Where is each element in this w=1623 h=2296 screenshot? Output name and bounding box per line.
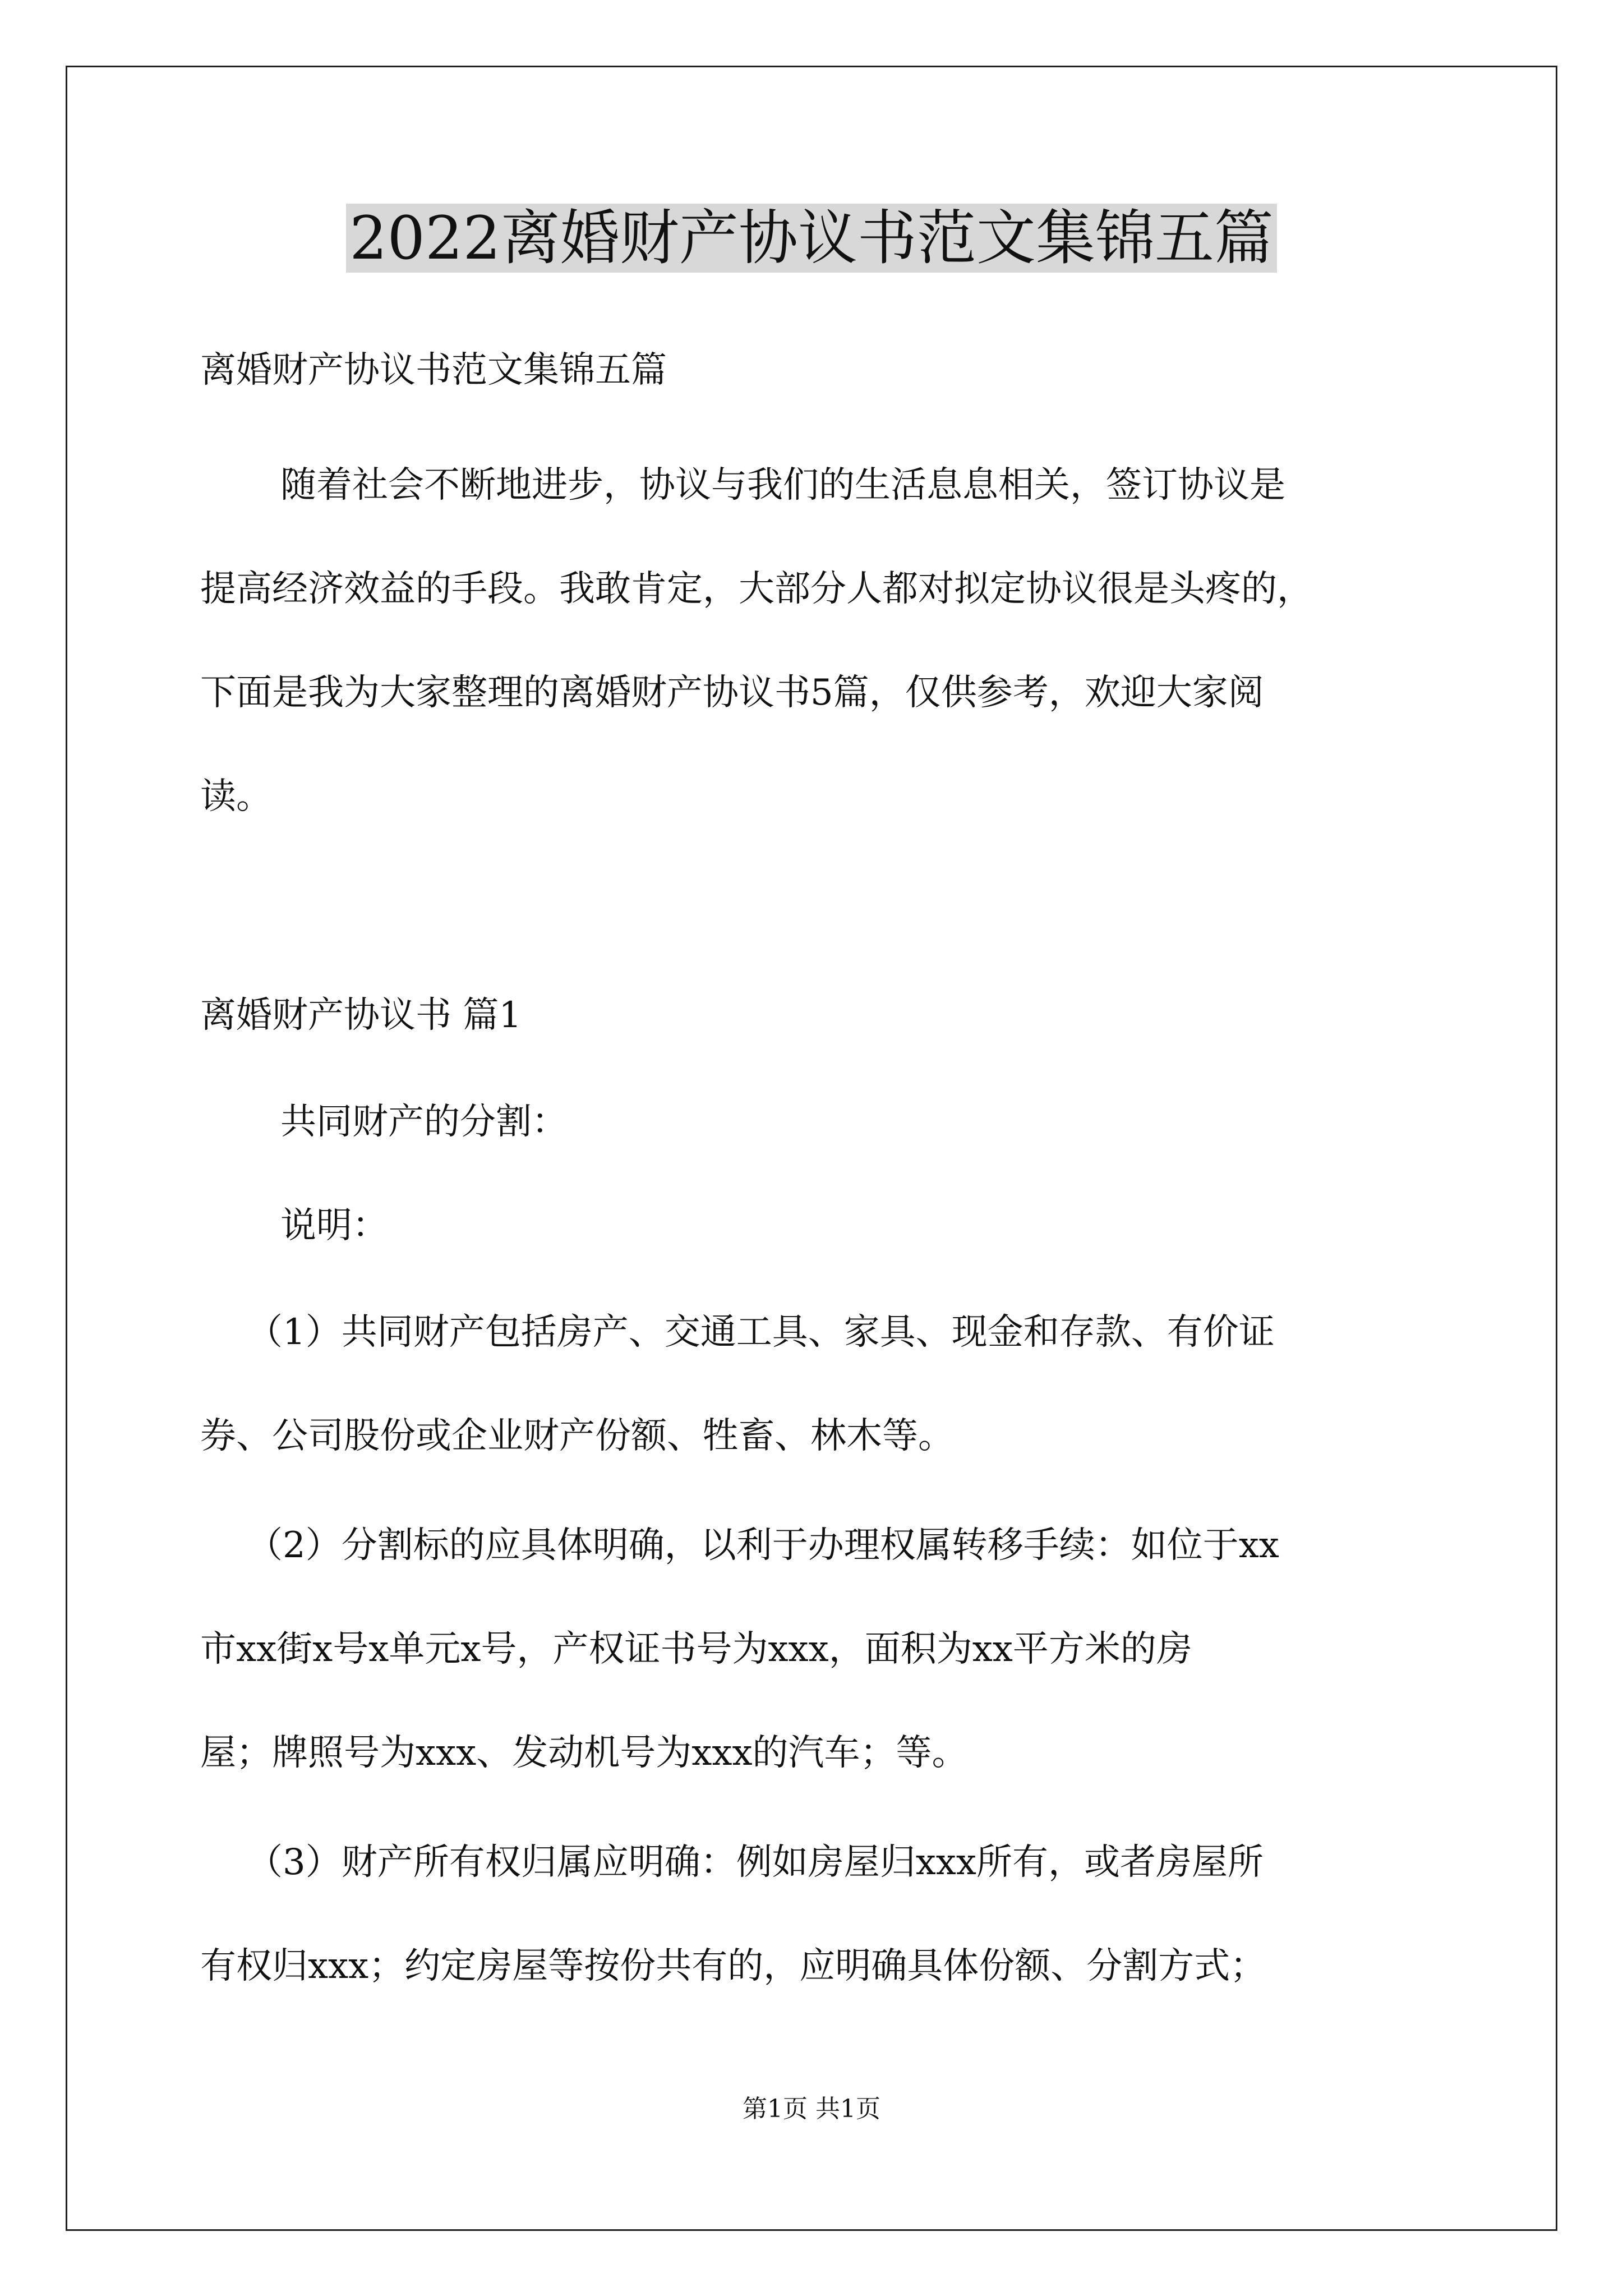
- body-line-2: 说明：: [280, 1205, 388, 1246]
- intro-line-3: 下面是我为大家整理的离婚财产协议书5篇，仅供参考，欢迎大家阅: [200, 672, 1264, 714]
- body-line-7: 屋；牌照号为xxx、发动机号为xxx的汽车；等。: [200, 1732, 968, 1774]
- document-subtitle: 离婚财产协议书范文集锦五篇: [200, 349, 667, 391]
- body-line-3: （1）共同财产包括房产、交通工具、家具、现金和存款、有价证: [247, 1312, 1275, 1353]
- intro-line-1: 随着社会不断地进步，协议与我们的生活息息相关，签订协议是: [280, 464, 1285, 506]
- page-footer: 第1页 共1页: [743, 2095, 880, 2123]
- intro-line-2: 提高经济效益的手段。我敢肯定，大部分人都对拟定协议很是头疼的，: [200, 568, 1313, 610]
- body-line-9: 有权归xxx；约定房屋等按份共有的，应明确具体份额、分割方式；: [200, 1945, 1266, 1987]
- section-heading: 离婚财产协议书 篇1: [200, 995, 522, 1036]
- body-line-8: （3）财产所有权归属应明确：例如房屋归xxx所有，或者房屋所: [247, 1842, 1264, 1883]
- document-title-text: 2022离婚财产协议书范文集锦五篇: [346, 204, 1277, 273]
- document-title: [0, 199, 1623, 278]
- body-line-6: 市xx街x号x单元x号，产权证书号为xxx，面积为xx平方米的房: [200, 1628, 1192, 1670]
- intro-line-4: 读。: [200, 776, 272, 817]
- body-line-1: 共同财产的分割：: [280, 1101, 568, 1143]
- body-line-4: 券、公司股份或企业财产份额、牲畜、林木等。: [200, 1415, 954, 1457]
- body-line-5: （2）分割标的应具体明确，以利于办理权属转移手续：如位于xx: [247, 1525, 1279, 1566]
